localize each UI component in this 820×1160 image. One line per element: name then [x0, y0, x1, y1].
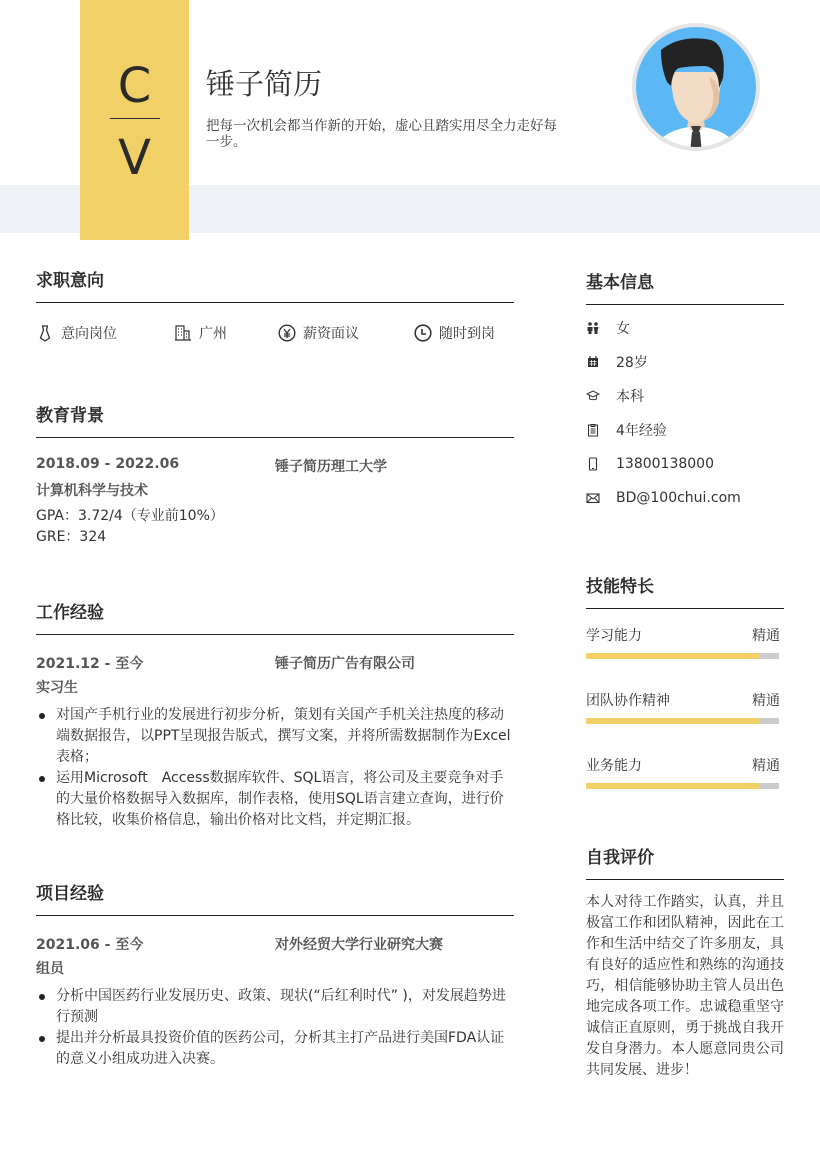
project-bullet: 分析中国医药行业发展历史、政策、现状(“后红利时代” )，对发展趋势进行预测: [36, 986, 514, 1028]
skill-progress-bar: [586, 653, 779, 659]
mail-icon: [586, 491, 600, 505]
intent-availability: 随时到岗: [414, 323, 495, 343]
intent-position: 意向岗位: [36, 323, 174, 343]
cv-letter-v: V: [118, 130, 151, 186]
project-name: 对外经贸大学行业研究大赛: [275, 937, 443, 953]
info-degree: 本科: [586, 379, 784, 413]
avatar: [631, 22, 761, 152]
resume-motto: 把每一次机会都当作新的开始，虚心且踏实用尽全力走好每一步。: [206, 118, 557, 150]
skill-item: [586, 684, 784, 724]
info-email: BD@100chui.com: [586, 481, 784, 515]
intent-city: 广州: [174, 323, 278, 343]
cv-letter-c: C: [117, 58, 152, 114]
skill-progress-bar: [586, 718, 779, 724]
skill-level: 精通: [752, 693, 780, 709]
skill-progress-fill: [586, 718, 760, 724]
section-divider: [586, 608, 784, 609]
self-evaluation-text: 本人对待工作踏实，认真，并且极富工作和团队精神，因此在工作和生活中结交了许多朋友，具有良好的适应性和熟练的沟通技巧，相信能够协助主管人员出色地完成各项工作。忠诚稳重坚守诚信正直原则，勇于挑战自我开发自身潜力。本人愿意同贵公司共同发展、进步！: [586, 894, 784, 1078]
info-experience: 4年经验: [586, 413, 784, 447]
section-title: 基本信息: [586, 273, 654, 293]
project-role: 组员: [36, 961, 64, 977]
skill-name: 团队协作精神: [586, 693, 670, 709]
section-divider: [36, 634, 514, 635]
work-bullet: 对国产手机行业的发展进行初步分析，策划有关国产手机关注热度的移动端数据报告，以PPT呈现报告版式，撰写文案，并将所需数据制作为Excel表格；: [36, 705, 514, 768]
basic-info-section: [586, 268, 784, 515]
skill-item: [586, 619, 784, 659]
section-title: 工作经验: [36, 603, 104, 623]
section-title: 项目经验: [36, 884, 104, 904]
cv-logo-block: [80, 0, 189, 240]
graduation-cap-icon: [586, 389, 600, 403]
section-divider: [36, 437, 514, 438]
education-section: [36, 401, 514, 548]
section-title: 教育背景: [36, 406, 104, 426]
info-phone: 13800138000: [586, 447, 784, 481]
section-divider: [586, 879, 784, 880]
info-age: 28岁: [586, 345, 784, 379]
phone-icon: [586, 457, 600, 471]
section-divider: [36, 915, 514, 916]
calendar-icon: [586, 355, 600, 369]
skill-item: [586, 749, 784, 789]
gender-icon: [586, 321, 600, 335]
work-section: [36, 598, 514, 831]
skill-progress-fill: [586, 653, 760, 659]
section-divider: [586, 304, 784, 305]
tie-icon: [36, 324, 54, 342]
clock-icon: [414, 324, 432, 342]
building-icon: [174, 324, 192, 342]
education-date: 2018.09 - 2022.06: [36, 456, 180, 472]
avatar-person-icon: [631, 22, 761, 152]
skill-progress-fill: [586, 783, 760, 789]
project-bullet: 提出并分析最具投资价值的医药公司，分析其主打产品进行美国FDA认证的意义小组成功进入决赛。: [36, 1028, 514, 1070]
education-gpa: GPA：3.72/4（专业前10%）: [36, 508, 224, 524]
skill-level: 精通: [752, 628, 780, 644]
education-school: 锤子简历理工大学: [275, 459, 387, 475]
education-major: 计算机科学与技术: [36, 483, 148, 499]
yen-icon: [278, 324, 296, 342]
job-intent-section: [36, 266, 514, 343]
work-role: 实习生: [36, 680, 78, 696]
project-section: [36, 879, 514, 1070]
section-title: 求职意向: [36, 271, 104, 291]
self-evaluation-section: [586, 843, 784, 1081]
project-date: 2021.06 - 至今: [36, 937, 144, 953]
skills-section: [586, 572, 784, 789]
skill-name: 学习能力: [586, 628, 642, 644]
section-divider: [36, 302, 514, 303]
skill-name: 业务能力: [586, 758, 642, 774]
cv-divider: [110, 118, 160, 119]
resume-name: 锤子简历: [206, 67, 323, 101]
education-gre: GRE：324: [36, 529, 107, 545]
section-title: 技能特长: [586, 577, 654, 597]
work-bullet: 运用Microsoft Access数据库软件、SQL语言，将公司及主要竞争对手的大量价格数据导入数据库，制作表格，使用SQL语言建立查询，进行价格比较，收集价格信息，输出价格对比文档，并定期汇报。: [36, 768, 514, 831]
section-title: 自我评价: [586, 848, 654, 868]
clipboard-icon: [586, 423, 600, 437]
intent-salary: 薪资面议: [278, 323, 414, 343]
skill-progress-bar: [586, 783, 779, 789]
skill-level: 精通: [752, 758, 780, 774]
work-date: 2021.12 - 至今: [36, 656, 144, 672]
info-gender: 女: [586, 311, 784, 345]
work-company: 锤子简历广告有限公司: [275, 656, 415, 672]
